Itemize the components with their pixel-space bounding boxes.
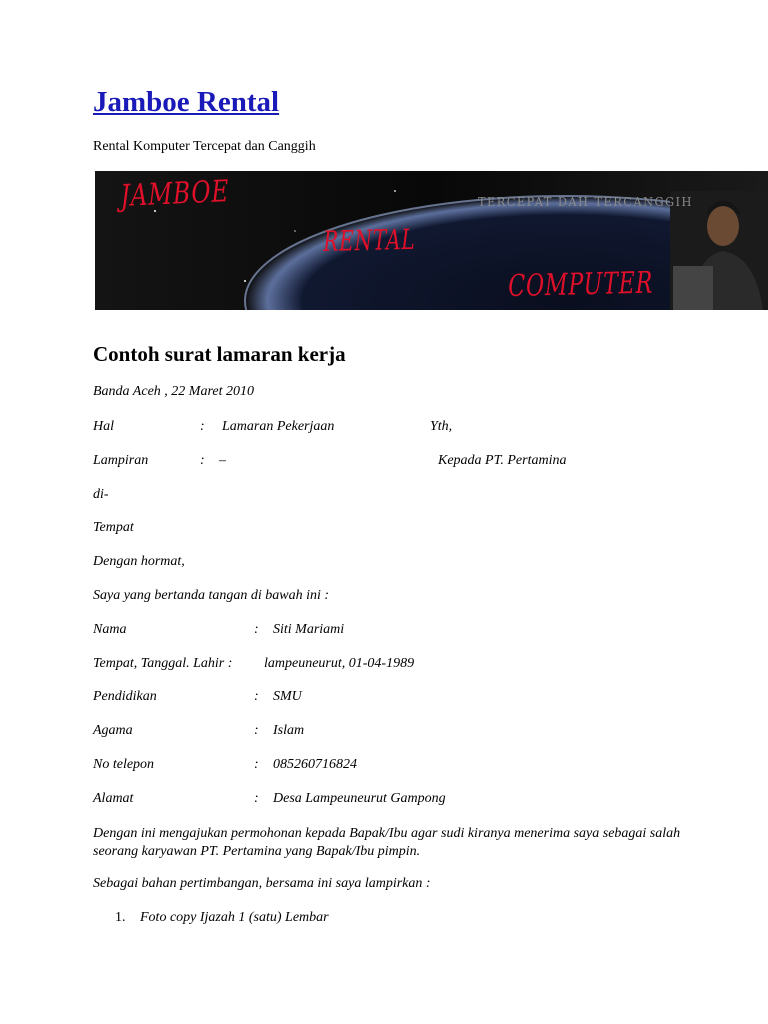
site-title-link[interactable]: Jamboe Rental bbox=[93, 86, 280, 118]
hal-separator: : bbox=[200, 419, 205, 434]
field-label-ttl: Tempat, Tanggal. Lahir : bbox=[93, 656, 233, 671]
field-value-agama: Islam bbox=[273, 723, 305, 738]
tempat-text: Tempat bbox=[93, 520, 134, 535]
body-paragraph: Dengan ini mengajukan permohonan kepada Bapak/Ibu agar sudi kiranya menerima saya sebagai salah seorang karyawan PT. Pertamina yang Bapak/Ibu pimpin. bbox=[93, 826, 681, 859]
field-sep-agama: : bbox=[254, 723, 259, 738]
field-sep-pendidikan: : bbox=[254, 689, 259, 704]
place-date: Banda Aceh , 22 Maret 2010 bbox=[93, 384, 254, 399]
kepada-text: Kepada PT. Pertamina bbox=[438, 453, 567, 468]
lampiran-label: Lampiran bbox=[93, 453, 149, 468]
field-label-alamat: Alamat bbox=[93, 791, 134, 806]
field-value-pendidikan: SMU bbox=[273, 689, 302, 704]
banner-image bbox=[95, 171, 768, 310]
hal-label: Hal bbox=[93, 419, 114, 434]
di-text: di- bbox=[93, 487, 109, 502]
salam-text: Dengan hormat, bbox=[93, 554, 185, 569]
field-label-telepon: No telepon bbox=[93, 757, 155, 772]
field-value-alamat: Desa Lampeuneurut Gampong bbox=[273, 791, 446, 806]
lampirkan-text: Sebagai bahan pertimbangan, bersama ini saya lampirkan : bbox=[93, 876, 431, 891]
article-heading: Contoh surat lamaran kerja bbox=[93, 342, 346, 366]
yth-text: Yth, bbox=[430, 419, 453, 434]
hal-value: Lamaran Pekerjaan bbox=[222, 419, 335, 434]
banner-word-jamboe: JAMBOE bbox=[120, 174, 230, 214]
field-sep-alamat: : bbox=[254, 791, 259, 806]
attachment-text: Foto copy Ijazah 1 (satu) Lembar bbox=[140, 910, 329, 925]
field-label-pendidikan: Pendidikan bbox=[93, 689, 157, 704]
banner-word-computer: COMPUTER bbox=[508, 265, 654, 304]
lampiran-value: – bbox=[219, 453, 226, 468]
intro-text: Saya yang bertanda tangan di bawah ini : bbox=[93, 588, 330, 603]
field-label-nama: Nama bbox=[93, 622, 127, 637]
lampiran-separator: : bbox=[200, 453, 205, 468]
attachment-number: 1. bbox=[115, 910, 126, 925]
field-value-nama: Siti Mariami bbox=[273, 622, 345, 637]
field-sep-nama: : bbox=[254, 622, 259, 637]
field-label-agama: Agama bbox=[93, 723, 133, 738]
field-sep-telepon: : bbox=[254, 757, 259, 772]
banner-tagline: TERCEPAT DAH TERCANGGIH bbox=[478, 195, 693, 209]
field-value-ttl: lampeuneurut, 01-04-1989 bbox=[264, 656, 415, 671]
banner-word-rental: RENTAL bbox=[323, 222, 416, 258]
field-value-telepon: 085260716824 bbox=[273, 757, 357, 772]
site-tagline: Rental Komputer Tercepat dan Canggih bbox=[93, 139, 316, 154]
